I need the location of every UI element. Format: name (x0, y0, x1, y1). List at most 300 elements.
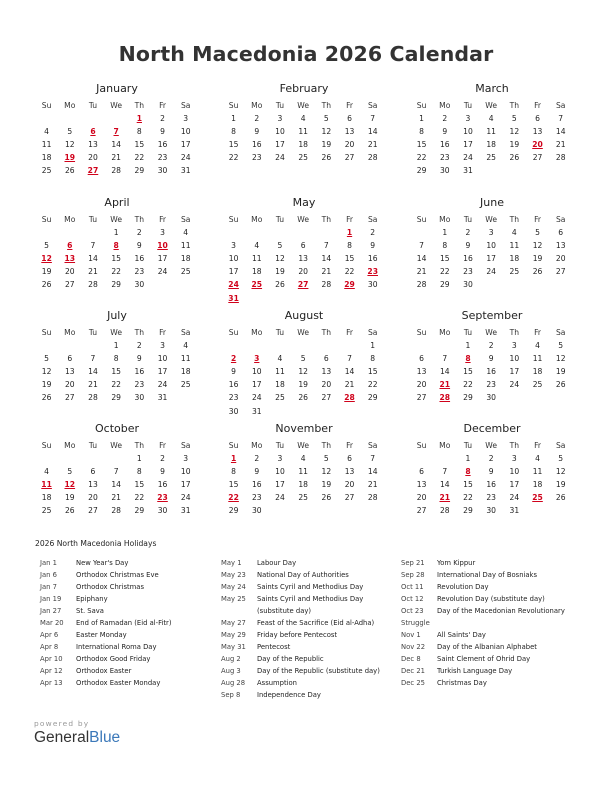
holiday-day-cell: 24 (228, 280, 239, 290)
day-cell: 10 (275, 127, 285, 137)
holiday-name: Labour Day (257, 559, 297, 567)
holiday-name: Independence Day (257, 691, 321, 699)
holiday-date: Oct 23 (401, 607, 424, 615)
day-cell: 14 (439, 367, 450, 377)
holiday-date: May 25 (221, 595, 246, 603)
holiday-day-cell: 12 (64, 480, 76, 490)
day-cell: 7 (370, 454, 376, 464)
day-cell: 29 (416, 166, 427, 176)
day-cell: 9 (136, 241, 142, 251)
day-cell: 10 (251, 367, 262, 377)
day-cell: 23 (486, 380, 496, 390)
holiday-name: St. Sava (76, 607, 104, 615)
holiday-day-cell: 2 (230, 354, 237, 364)
day-cell: 12 (555, 467, 566, 477)
day-cell: 14 (555, 127, 566, 137)
day-cell: 9 (160, 127, 165, 137)
holiday-day-cell: 8 (113, 241, 119, 251)
day-cell: 6 (67, 354, 73, 364)
weekday-header: Su (228, 101, 239, 110)
day-cell: 12 (64, 140, 75, 150)
holiday-day-cell: 21 (439, 380, 451, 390)
day-cell: 5 (67, 127, 73, 137)
day-cell: 13 (416, 480, 427, 490)
weekday-header: We (485, 101, 498, 110)
month-days-grid (222, 213, 386, 305)
day-cell: 16 (251, 480, 262, 490)
day-cell: 5 (44, 354, 50, 364)
day-cell: 27 (344, 153, 355, 163)
day-cell: 2 (370, 228, 376, 238)
day-cell: 13 (88, 140, 98, 150)
holiday-name: Epiphany (76, 595, 108, 603)
day-cell: 6 (419, 354, 425, 364)
weekday-header: Tu (463, 101, 473, 110)
weekday-header: Mo (251, 328, 263, 337)
month-september (410, 309, 574, 405)
day-cell: 10 (275, 467, 285, 477)
day-cell: 23 (134, 380, 145, 390)
day-cell: 22 (134, 493, 145, 503)
holiday-day-cell: 6 (67, 241, 73, 251)
holiday-day-cell: 21 (439, 493, 451, 503)
day-cell: 2 (136, 341, 142, 351)
day-cell: 5 (535, 228, 540, 238)
day-cell: 6 (300, 241, 306, 251)
day-cell: 1 (419, 114, 425, 124)
empty-cell (58, 452, 81, 465)
empty-cell (81, 112, 104, 125)
weekday-header: We (297, 328, 310, 337)
weekday-header: Sa (180, 215, 191, 224)
weekday-header: Su (228, 215, 239, 224)
weekday-header: Sa (367, 215, 378, 224)
holiday-row (40, 641, 172, 653)
day-cell: 14 (416, 254, 427, 264)
weekday-header: Mo (64, 328, 76, 337)
holiday-row (40, 581, 172, 593)
holiday-day-cell: 19 (64, 153, 76, 163)
empty-cell (81, 339, 104, 352)
holiday-row (221, 629, 380, 641)
day-cell: 6 (90, 467, 96, 477)
holiday-day-cell: 22 (228, 493, 239, 503)
holiday-name: Saints Cyril and Methodius Day (257, 595, 364, 603)
holiday-row (401, 677, 565, 689)
weekday-header: Mo (439, 215, 451, 224)
day-cell: 27 (416, 506, 427, 516)
holiday-row (401, 581, 565, 593)
day-cell: 17 (228, 267, 239, 277)
day-cell: 14 (367, 127, 378, 137)
day-cell: 28 (416, 280, 427, 290)
day-cell: 25 (509, 267, 520, 277)
holiday-row (221, 653, 380, 665)
month-name: June (480, 196, 504, 209)
weekday-header: Mo (439, 101, 451, 110)
day-cell: 31 (463, 166, 473, 176)
holiday-name: International Day of Bosniaks (437, 571, 538, 579)
day-cell: 4 (183, 228, 189, 238)
day-cell: 29 (367, 393, 378, 403)
holiday-row (221, 665, 380, 677)
day-cell: 17 (275, 480, 285, 490)
day-cell: 4 (254, 241, 260, 251)
day-cell: 1 (113, 228, 119, 238)
footer (34, 719, 120, 747)
day-cell: 17 (275, 140, 285, 150)
holiday-day-cell: 8 (465, 467, 471, 477)
day-cell: 18 (251, 267, 262, 277)
day-cell: 21 (367, 480, 378, 490)
day-cell: 24 (180, 153, 191, 163)
day-cell: 21 (416, 267, 427, 277)
day-cell: 12 (532, 241, 543, 251)
month-name: May (292, 196, 316, 209)
holiday-name: (substitute day) (257, 607, 312, 615)
weekday-header: Mo (251, 441, 263, 450)
day-cell: 14 (111, 480, 121, 490)
empty-cell (268, 339, 291, 352)
day-cell: 26 (64, 506, 75, 516)
empty-cell (268, 226, 291, 239)
day-cell: 13 (344, 127, 355, 137)
weekday-header: We (110, 441, 123, 450)
day-cell: 21 (555, 140, 566, 150)
empty-cell (410, 226, 433, 239)
day-cell: 19 (509, 140, 520, 150)
brand-logo[interactable] (34, 729, 120, 747)
day-cell: 22 (463, 380, 473, 390)
holiday-date: Sep 21 (401, 559, 425, 567)
weekday-header: Mo (439, 441, 451, 450)
day-cell: 20 (64, 267, 75, 277)
day-cell: 7 (90, 354, 96, 364)
day-cell: 18 (486, 140, 496, 150)
holiday-day-cell: 11 (41, 480, 52, 490)
holiday-date: Apr 6 (40, 631, 59, 639)
day-cell: 15 (463, 480, 473, 490)
day-cell: 3 (465, 114, 471, 124)
day-cell: 6 (558, 228, 564, 238)
weekday-header: Sa (367, 328, 378, 337)
day-cell: 17 (180, 140, 191, 150)
holiday-day-cell: 1 (346, 228, 353, 238)
day-cell: 23 (251, 493, 262, 503)
holiday-day-cell: 20 (532, 140, 543, 150)
day-cell: 27 (344, 493, 355, 503)
day-cell: 2 (136, 228, 142, 238)
day-cell: 30 (486, 506, 496, 516)
day-cell: 26 (41, 393, 52, 403)
day-cell: 28 (555, 153, 566, 163)
day-cell: 8 (136, 467, 142, 477)
empty-cell (58, 112, 81, 125)
weekday-header: Fr (534, 328, 541, 337)
weekday-header: Sa (555, 101, 566, 110)
day-cell: 3 (488, 228, 494, 238)
day-cell: 30 (134, 280, 145, 290)
day-cell: 7 (558, 114, 564, 124)
empty-cell (338, 339, 361, 352)
month-name: April (104, 196, 130, 209)
day-cell: 6 (347, 114, 352, 124)
holiday-date: Sep 8 (221, 691, 241, 699)
day-cell: 27 (532, 153, 543, 163)
weekday-header: Su (416, 328, 427, 337)
holiday-row (221, 617, 380, 629)
day-cell: 15 (111, 254, 121, 264)
empty-cell (315, 339, 338, 352)
day-cell: 24 (486, 267, 496, 277)
holiday-name: Saints Cyril and Methodius Day (257, 583, 364, 591)
empty-cell (35, 452, 58, 465)
weekday-header: Th (134, 215, 145, 224)
day-cell: 8 (231, 127, 237, 137)
weekday-header: Tu (88, 215, 98, 224)
day-cell: 24 (157, 380, 168, 390)
holiday-name: Easter Monday (76, 631, 127, 639)
day-cell: 9 (160, 467, 165, 477)
day-cell: 25 (180, 267, 191, 277)
day-cell: 15 (134, 140, 145, 150)
day-cell: 30 (134, 393, 145, 403)
day-cell: 14 (88, 367, 98, 377)
day-cell: 11 (180, 241, 191, 251)
holiday-day-cell: 12 (41, 254, 52, 264)
empty-cell (245, 226, 268, 239)
day-cell: 26 (321, 493, 332, 503)
holiday-row (221, 581, 380, 593)
day-cell: 19 (41, 380, 52, 390)
brand-logo-part1: General (34, 729, 90, 746)
holiday-day-cell: 27 (87, 166, 99, 176)
day-cell: 21 (321, 267, 332, 277)
day-cell: 3 (183, 454, 189, 464)
weekday-header: Tu (88, 328, 98, 337)
day-cell: 9 (465, 241, 471, 251)
holiday-day-cell: 10 (157, 241, 168, 251)
holiday-row (40, 629, 172, 641)
day-cell: 7 (419, 241, 425, 251)
day-cell: 4 (300, 454, 306, 464)
day-cell: 5 (323, 454, 329, 464)
holiday-day-cell: 23 (367, 267, 378, 277)
day-cell: 11 (298, 467, 308, 477)
empty-cell (410, 339, 433, 352)
day-cell: 9 (370, 241, 376, 251)
day-cell: 22 (344, 267, 355, 277)
day-cell: 27 (64, 280, 75, 290)
day-cell: 17 (180, 480, 191, 490)
day-cell: 19 (321, 480, 332, 490)
empty-cell (58, 339, 81, 352)
day-cell: 26 (509, 153, 520, 163)
holiday-date: Jan 7 (40, 583, 57, 591)
day-cell: 13 (88, 480, 98, 490)
holiday-list-col-3 (401, 557, 565, 689)
holiday-date: Jan 6 (40, 571, 57, 579)
empty-cell (105, 452, 128, 465)
day-cell: 24 (463, 153, 473, 163)
day-cell: 9 (488, 467, 494, 477)
day-cell: 29 (463, 393, 473, 403)
day-cell: 28 (88, 393, 98, 403)
day-cell: 30 (228, 406, 239, 416)
weekday-header: Fr (159, 441, 166, 450)
holiday-date: Jan 27 (40, 607, 62, 615)
holiday-day-cell: 25 (532, 493, 543, 503)
day-cell: 29 (439, 280, 450, 290)
month-name: March (475, 82, 509, 95)
day-cell: 23 (463, 267, 473, 277)
day-cell: 23 (439, 153, 450, 163)
day-cell: 4 (535, 454, 540, 464)
day-cell: 10 (157, 354, 168, 364)
holiday-date: Oct 11 (401, 583, 424, 591)
weekday-header: Fr (159, 328, 166, 337)
day-cell: 4 (300, 114, 306, 124)
empty-cell (35, 226, 58, 239)
day-cell: 11 (180, 354, 191, 364)
day-cell: 20 (64, 380, 75, 390)
brand-logo-part2: Blue (89, 729, 121, 746)
weekday-header: Tu (88, 101, 98, 110)
day-cell: 14 (111, 140, 121, 150)
day-cell: 6 (347, 454, 352, 464)
day-cell: 16 (486, 367, 496, 377)
holiday-row (401, 569, 565, 581)
day-cell: 10 (463, 127, 473, 137)
day-cell: 11 (509, 241, 520, 251)
day-cell: 30 (439, 166, 450, 176)
day-cell: 19 (275, 267, 285, 277)
weekday-header: Su (416, 215, 427, 224)
day-cell: 19 (298, 380, 308, 390)
day-cell: 14 (367, 467, 378, 477)
day-cell: 10 (228, 254, 239, 264)
day-cell: 9 (231, 367, 237, 377)
weekday-header: We (110, 328, 123, 337)
day-cell: 21 (111, 153, 121, 163)
day-cell: 28 (111, 506, 121, 516)
month-name: February (279, 82, 329, 95)
day-cell: 26 (275, 280, 285, 290)
day-cell: 11 (298, 127, 308, 137)
holiday-row (221, 641, 380, 653)
month-may (222, 196, 386, 305)
day-cell: 11 (532, 354, 543, 364)
day-cell: 3 (183, 114, 189, 124)
month-name: November (275, 422, 333, 435)
day-cell: 17 (463, 140, 473, 150)
day-cell: 19 (555, 480, 566, 490)
day-cell: 23 (486, 493, 496, 503)
day-cell: 27 (555, 267, 566, 277)
day-cell: 29 (134, 166, 145, 176)
weekday-header: Fr (159, 101, 166, 110)
weekday-header: Tu (463, 441, 473, 450)
holiday-name: Revolution Day (437, 583, 489, 591)
holiday-day-cell: 28 (439, 393, 451, 403)
holiday-name: Day of the Republic (substitute day) (257, 667, 380, 675)
month-january (35, 82, 199, 178)
weekday-header: Fr (346, 101, 353, 110)
day-cell: 27 (64, 393, 75, 403)
weekday-header: Th (509, 215, 520, 224)
day-cell: 26 (532, 267, 543, 277)
day-cell: 18 (509, 254, 520, 264)
weekday-header: Th (509, 101, 520, 110)
day-cell: 30 (157, 506, 168, 516)
weekday-header: Sa (555, 215, 566, 224)
day-cell: 18 (41, 493, 52, 503)
holiday-name: Turkish Language Day (437, 667, 513, 675)
day-cell: 9 (442, 127, 448, 137)
day-cell: 4 (277, 354, 283, 364)
day-cell: 16 (439, 140, 450, 150)
holiday-date: Mar 20 (40, 619, 64, 627)
day-cell: 1 (370, 341, 376, 351)
day-cell: 12 (275, 254, 285, 264)
holiday-date: May 27 (221, 619, 246, 627)
day-cell: 18 (180, 367, 191, 377)
holiday-date: Nov 22 (401, 643, 426, 651)
powered-by-text: powered by (34, 719, 90, 728)
empty-cell (58, 226, 81, 239)
empty-cell (433, 339, 456, 352)
day-cell: 20 (88, 493, 98, 503)
day-cell: 26 (64, 166, 75, 176)
day-cell: 3 (511, 341, 517, 351)
holiday-row (40, 593, 172, 605)
month-days-grid (410, 326, 574, 405)
month-name: August (284, 309, 324, 322)
day-cell: 12 (41, 367, 52, 377)
holiday-day-cell: 31 (228, 293, 239, 303)
day-cell: 3 (277, 114, 283, 124)
day-cell: 18 (180, 254, 191, 264)
day-cell: 19 (532, 254, 543, 264)
day-cell: 24 (275, 153, 285, 163)
day-cell: 20 (88, 153, 98, 163)
holiday-day-cell: 1 (136, 114, 142, 124)
holiday-date: Struggle (401, 619, 430, 627)
weekday-header: Sa (180, 328, 191, 337)
day-cell: 21 (344, 380, 355, 390)
day-cell: 24 (180, 493, 191, 503)
day-cell: 21 (88, 267, 98, 277)
holiday-day-cell: 3 (254, 354, 260, 364)
weekday-header: Fr (159, 215, 166, 224)
weekday-header: Fr (346, 215, 353, 224)
day-cell: 22 (367, 380, 378, 390)
day-cell: 16 (228, 380, 239, 390)
holiday-row (401, 665, 565, 677)
weekday-header: Sa (180, 441, 191, 450)
weekday-header: Tu (275, 328, 285, 337)
month-name: January (96, 82, 138, 95)
day-cell: 15 (463, 367, 473, 377)
holiday-date: Aug 3 (221, 667, 241, 675)
month-july (35, 309, 199, 405)
day-cell: 22 (463, 493, 473, 503)
day-cell: 25 (41, 166, 52, 176)
holiday-row (401, 557, 565, 569)
holiday-day-cell: 1 (230, 454, 237, 464)
holiday-date: Apr 10 (40, 655, 63, 663)
weekday-header: We (110, 101, 123, 110)
